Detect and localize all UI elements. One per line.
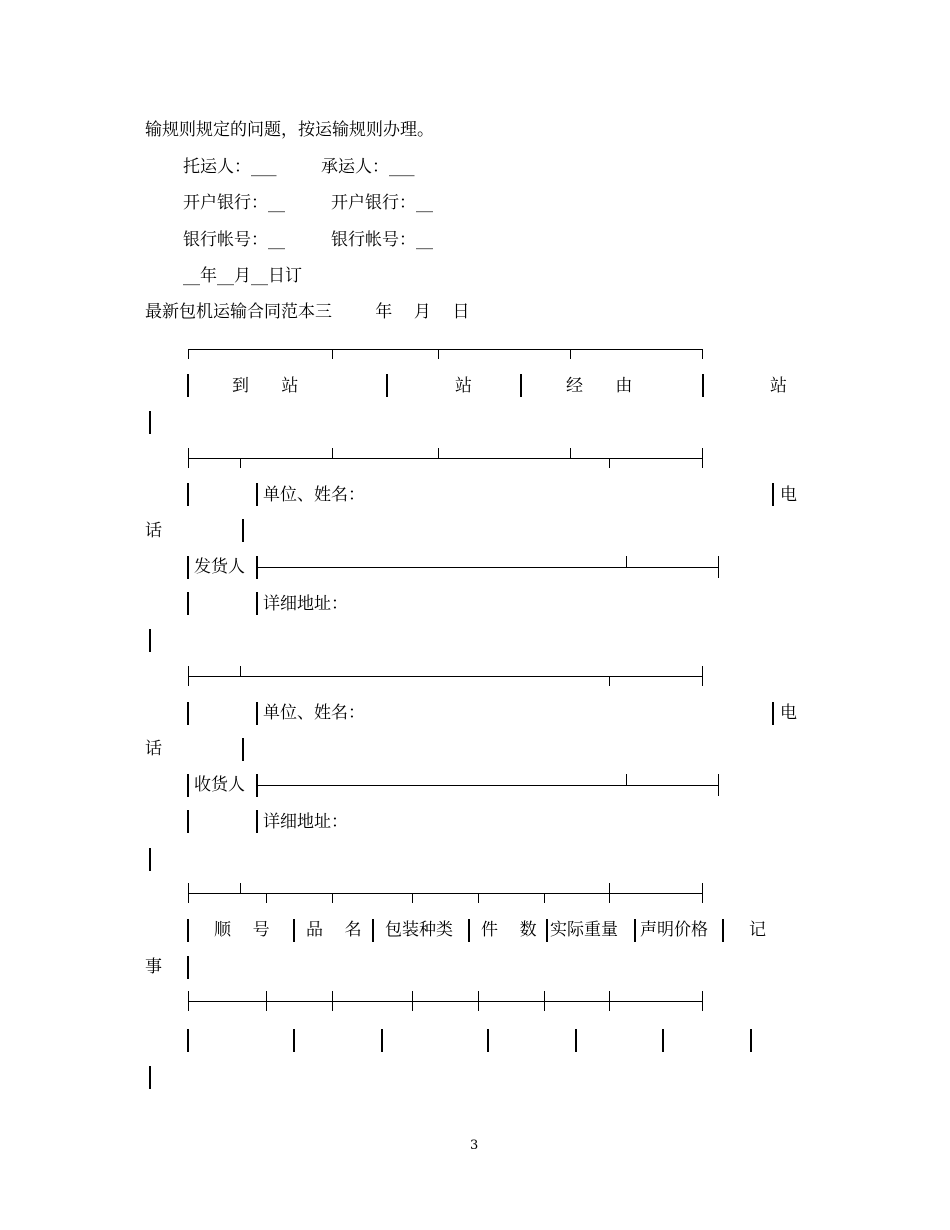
table-rule: [188, 458, 703, 459]
table-tick: [188, 349, 189, 359]
table-tick: [240, 458, 241, 468]
shipper-account: 银行帐号：__: [183, 230, 285, 250]
table-bar: [187, 592, 189, 615]
table-tick: [478, 893, 479, 903]
table-tick: [412, 991, 413, 1011]
table-bar: [634, 919, 636, 942]
table-tick: [609, 676, 610, 686]
table-bar: [662, 1029, 664, 1052]
table-tick: [609, 991, 610, 1011]
table-tick: [702, 349, 703, 359]
header-seq-no: 顺 号: [214, 920, 270, 940]
table-tick: [702, 991, 703, 1011]
table-bar: [722, 919, 724, 942]
table-tick: [188, 991, 189, 1011]
station-label-2: 站: [770, 376, 787, 396]
table-bar: [256, 810, 258, 833]
carrier-bank: 开户银行：__: [331, 193, 433, 213]
shipper-phone-label-b: 话: [145, 521, 162, 541]
table-bar: [187, 1029, 189, 1052]
table-bar: [149, 848, 151, 871]
table-bar: [293, 1029, 295, 1052]
table-tick: [718, 774, 719, 796]
table-tick: [478, 991, 479, 1011]
text-line-rules: 输规则规定的问题，按运输规则办理。: [145, 120, 434, 140]
header-remarks-b: 事: [145, 957, 162, 977]
table-bar: [487, 1029, 489, 1052]
station-label: 站: [455, 376, 472, 396]
carrier-account: 银行帐号：__: [331, 230, 433, 250]
table-tick: [240, 883, 241, 893]
shipper-bank: 开户银行：__: [183, 193, 285, 213]
table-bar: [149, 411, 151, 434]
table-tick: [266, 991, 267, 1011]
contract-title: 最新包机运输合同范本三 年 月 日: [145, 302, 470, 322]
table-bar: [187, 483, 189, 506]
header-packing-type: 包装种类: [385, 920, 453, 940]
shipper-address-label: 详细地址：: [263, 594, 348, 614]
carrier-signature: 承运人：___: [321, 157, 415, 177]
table-bar: [468, 919, 470, 942]
table-bar: [187, 956, 189, 979]
table-tick: [544, 893, 545, 903]
table-tick: [702, 883, 703, 903]
header-actual-weight: 实际重量: [550, 920, 618, 940]
shipper-phone-label-a: 电: [780, 485, 797, 505]
table-tick: [188, 666, 189, 686]
table-tick: [332, 991, 333, 1011]
table-rule: [257, 567, 719, 568]
receiver-unit-name-label: 单位、姓名：: [263, 703, 365, 723]
table-tick: [609, 458, 610, 468]
table-tick: [570, 448, 571, 458]
table-bar: [772, 702, 774, 725]
table-tick: [570, 349, 571, 359]
table-tick: [266, 893, 267, 903]
table-tick: [332, 448, 333, 458]
shipper-label: 发货人: [194, 557, 245, 577]
table-bar: [187, 919, 189, 942]
table-tick: [544, 991, 545, 1011]
table-bar: [187, 374, 189, 397]
table-tick: [626, 774, 627, 785]
table-bar: [187, 810, 189, 833]
receiver-label: 收货人: [194, 775, 245, 795]
table-bar: [256, 592, 258, 615]
header-declared-value: 声明价格: [640, 920, 708, 940]
table-bar: [187, 702, 189, 725]
table-tick: [702, 448, 703, 468]
table-tick: [332, 349, 333, 359]
shipper-signature: 托运人：___: [183, 157, 277, 177]
shipper-unit-name-label: 单位、姓名：: [263, 485, 365, 505]
table-bar: [293, 919, 295, 942]
table-bar: [575, 1029, 577, 1052]
receiver-phone-label-b: 话: [145, 739, 162, 759]
header-remarks-a: 记: [749, 920, 766, 940]
table-bar: [381, 1029, 383, 1052]
table-tick: [438, 349, 439, 359]
header-item-name: 品 名: [306, 920, 362, 940]
table-bar: [242, 519, 244, 542]
sign-date: __年__月__日订: [183, 266, 302, 286]
receiver-phone-label-a: 电: [780, 703, 797, 723]
table-tick: [702, 666, 703, 686]
table-tick: [188, 448, 189, 468]
table-bar: [546, 919, 548, 942]
table-bar: [149, 629, 151, 652]
table-tick: [438, 448, 439, 458]
via-label: 经 由: [566, 376, 633, 396]
table-bar: [372, 919, 374, 942]
table-bar: [187, 774, 189, 797]
table-bar: [149, 1066, 151, 1089]
table-bar: [386, 374, 388, 397]
table-bar: [242, 738, 244, 761]
table-tick: [240, 666, 241, 676]
arrival-station-label: 到 站: [232, 376, 299, 396]
header-piece-count: 件 数: [481, 920, 537, 940]
table-bar: [187, 556, 189, 579]
table-rule: [188, 349, 703, 350]
page-number: 3: [470, 1138, 479, 1153]
table-tick: [332, 893, 333, 903]
table-bar: [256, 702, 258, 725]
table-bar: [256, 483, 258, 506]
table-rule: [257, 785, 719, 786]
table-bar: [750, 1029, 752, 1052]
table-tick: [188, 883, 189, 903]
table-tick: [718, 556, 719, 578]
table-bar: [702, 374, 704, 397]
table-tick: [626, 556, 627, 567]
receiver-address-label: 详细地址：: [263, 812, 348, 832]
table-bar: [520, 374, 522, 397]
table-tick: [609, 883, 610, 903]
table-rule: [188, 676, 703, 677]
table-bar: [772, 483, 774, 506]
table-tick: [412, 893, 413, 903]
